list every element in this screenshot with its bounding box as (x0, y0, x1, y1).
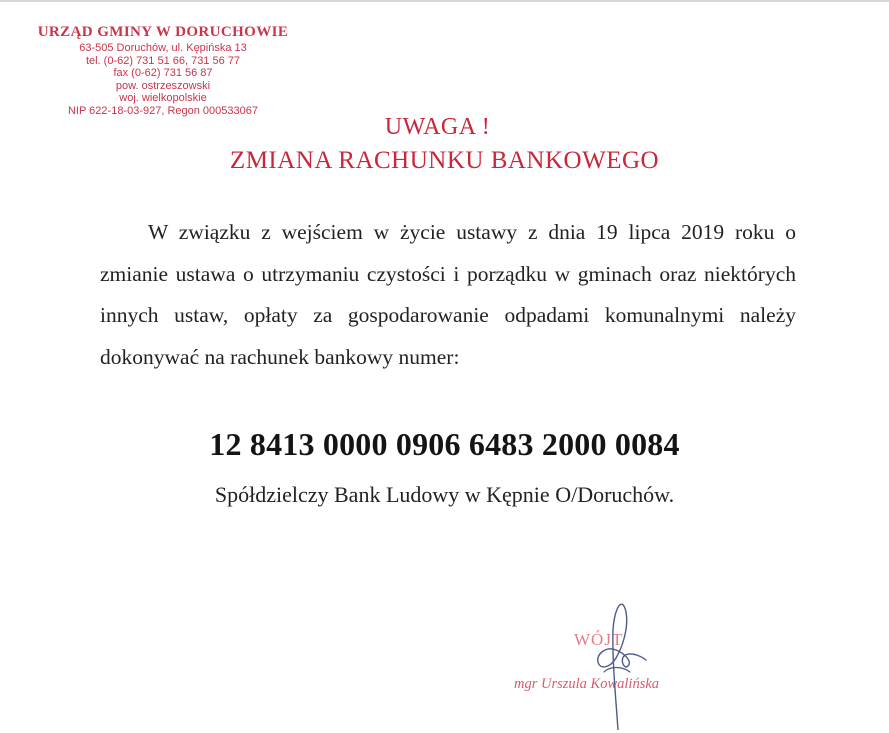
signatory-name: mgr Urszula Kowalińska (514, 676, 660, 692)
signatory-title: WÓJT (574, 630, 624, 649)
bank-name: Spółdzielczy Bank Ludowy w Kępnie O/Doruchów. (214, 482, 675, 507)
stamp-fax: fax (0-62) 731 56 87 (113, 67, 213, 79)
bank-account-number: 12 8413 0000 0906 6483 2000 0084 (209, 426, 680, 462)
notice-heading: UWAGA ! (384, 114, 491, 140)
stamp-county: pow. ostrzeszowski (115, 79, 211, 92)
notice-paragraph: W związku z wejściem w życie ustawy z dnia 19 lipca 2019 roku o zmianie ustawa o utrzymaniu czystości i porządku w gminach oraz niektórych innych ustaw, opłaty za gospodarowanie odpadami komunalnymi należy dokonywać na rachunek bankowy numer: (100, 220, 796, 369)
signature-block (500, 600, 760, 730)
stamp-ids: NIP 622-18-03-927, Regon 000533067 (67, 104, 258, 117)
handwritten-signature (500, 600, 760, 730)
notice-body (100, 212, 796, 378)
stamp-title: URZĄD GMINY W DORUCHOWIE (37, 24, 289, 40)
office-stamp (28, 24, 298, 117)
stamp-address: 63-505 Doruchów, ul. Kępińska 13 (79, 42, 247, 54)
stamp-phone: tel. (0-62) 731 51 66, 731 56 77 (85, 54, 241, 67)
notice-subheading: ZMIANA RACHUNKU BANKOWEGO (229, 147, 660, 174)
stamp-voivodeship: woj. wielkopolskie (119, 92, 207, 104)
page-top-edge (0, 0, 889, 2)
